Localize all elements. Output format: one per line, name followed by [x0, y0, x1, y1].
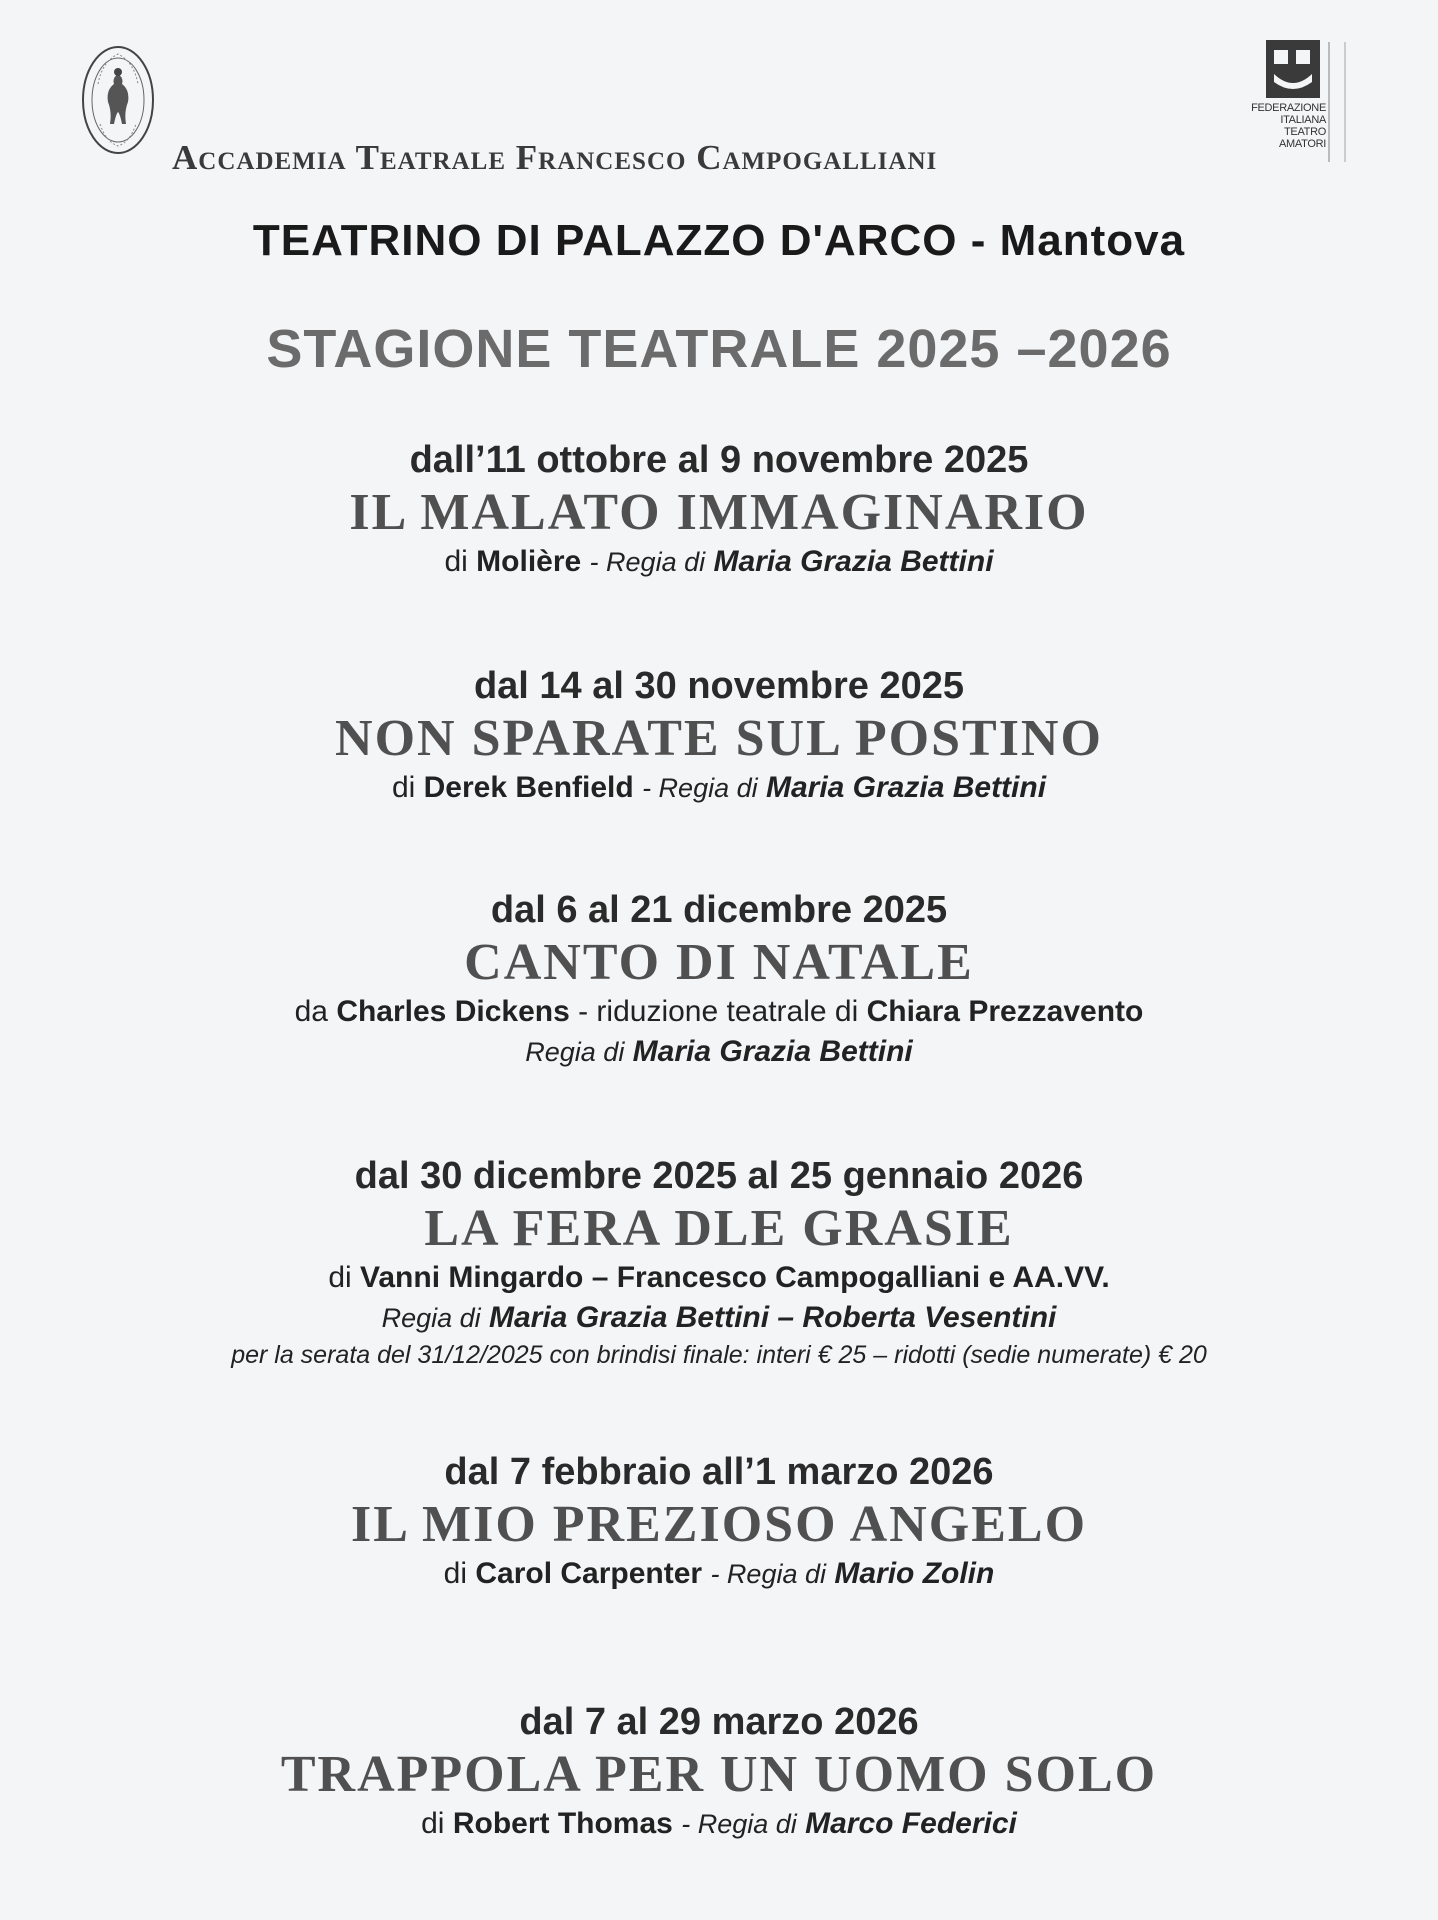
show-director: Maria Grazia Bettini — [632, 1035, 913, 1068]
show-director: Maria Grazia Bettini — [765, 771, 1047, 804]
by-prefix: di — [444, 545, 468, 578]
show-title: NON SPARATE SUL POSTINO — [335, 710, 1103, 767]
show-dates: dall’11 ottobre al 9 novembre 2025 — [409, 439, 1029, 481]
show-director: Mario Zolin — [834, 1557, 995, 1590]
show-item — [0, 1698, 1438, 1844]
by-prefix: di — [328, 1261, 352, 1294]
venue-title: TEATRINO DI PALAZZO D'ARCO - Mantova — [252, 216, 1186, 265]
fita-line: AMATORI — [1279, 138, 1326, 150]
show-credit — [0, 542, 1438, 582]
show-item — [0, 886, 1438, 1072]
show-dates: dal 7 febbraio all’1 marzo 2026 — [444, 1451, 994, 1493]
show-author: Robert Thomas — [452, 1807, 673, 1840]
show-credit — [0, 768, 1438, 808]
show-author: Carol Carpenter — [475, 1557, 703, 1590]
show-author: Derek Benfield — [423, 771, 634, 804]
show-adapter: Chiara Prezzavento — [866, 995, 1144, 1028]
show-title: LA FERA DLE GRASIE — [424, 1200, 1014, 1257]
show-credit — [0, 992, 1438, 1032]
show-title: CANTO DI NATALE — [464, 934, 974, 991]
show-credit — [0, 1554, 1438, 1594]
fita-line: FEDERAZIONE — [1251, 102, 1326, 114]
regia-prefix: - Regia di — [710, 1559, 826, 1589]
show-regia-line — [0, 1298, 1438, 1338]
by-prefix: di — [391, 771, 416, 804]
academy-seal-logo — [80, 44, 156, 156]
show-director: Maria Grazia Bettini — [713, 545, 994, 578]
academy-name: Accademia Teatrale Francesco Campogalliani — [172, 138, 938, 177]
show-title: IL MALATO IMMAGINARIO — [349, 484, 1089, 541]
regia-prefix: - Regia di — [589, 547, 706, 577]
show-item — [0, 436, 1438, 582]
show-director: Maria Grazia Bettini – Roberta Vesentini — [489, 1301, 1057, 1334]
show-title: IL MIO PREZIOSO ANGELO — [350, 1496, 1088, 1553]
fita-mark-icon — [1266, 40, 1320, 98]
show-credit — [0, 1804, 1438, 1844]
by-prefix: di — [443, 1557, 468, 1590]
by-prefix: di — [421, 1807, 445, 1840]
show-dates: dal 6 al 21 dicembre 2025 — [490, 889, 948, 931]
show-credit — [0, 1258, 1438, 1298]
fita-side-bar — [1328, 42, 1346, 162]
adapt-prefix: - riduzione teatrale di — [578, 995, 859, 1028]
regia-prefix: - Regia di — [642, 773, 758, 803]
show-author: Molière — [476, 545, 582, 578]
regia-prefix: Regia di — [381, 1303, 481, 1333]
by-prefix: da — [294, 995, 328, 1028]
season-title: STAGIONE TEATRALE 2025 –2026 — [266, 319, 1172, 379]
show-item — [0, 662, 1438, 808]
show-author: Charles Dickens — [336, 995, 570, 1028]
show-note: per la serata del 31/12/2025 con brindisi finale: interi € 25 – ridotti (sedie numerate) € 20 — [231, 1341, 1207, 1369]
show-dates: dal 14 al 30 novembre 2025 — [473, 665, 965, 707]
fita-line: TEATRO — [1284, 126, 1326, 138]
show-title: TRAPPOLA PER UN UOMO SOLO — [280, 1746, 1158, 1803]
fita-line: ITALIANA — [1280, 114, 1326, 126]
regia-prefix: - Regia di — [681, 1809, 797, 1839]
fita-logo — [1232, 38, 1344, 166]
show-author: Vanni Mingardo – Francesco Campogalliani e AA.VV. — [360, 1261, 1110, 1294]
regia-prefix: Regia di — [525, 1037, 625, 1067]
show-director: Marco Federici — [805, 1807, 1017, 1840]
show-item — [0, 1152, 1438, 1372]
show-item — [0, 1448, 1438, 1594]
show-regia-line — [0, 1032, 1438, 1072]
show-dates: dal 7 al 29 marzo 2026 — [519, 1701, 919, 1743]
show-dates: dal 30 dicembre 2025 al 25 gennaio 2026 — [354, 1155, 1084, 1197]
fita-label — [1232, 102, 1326, 150]
